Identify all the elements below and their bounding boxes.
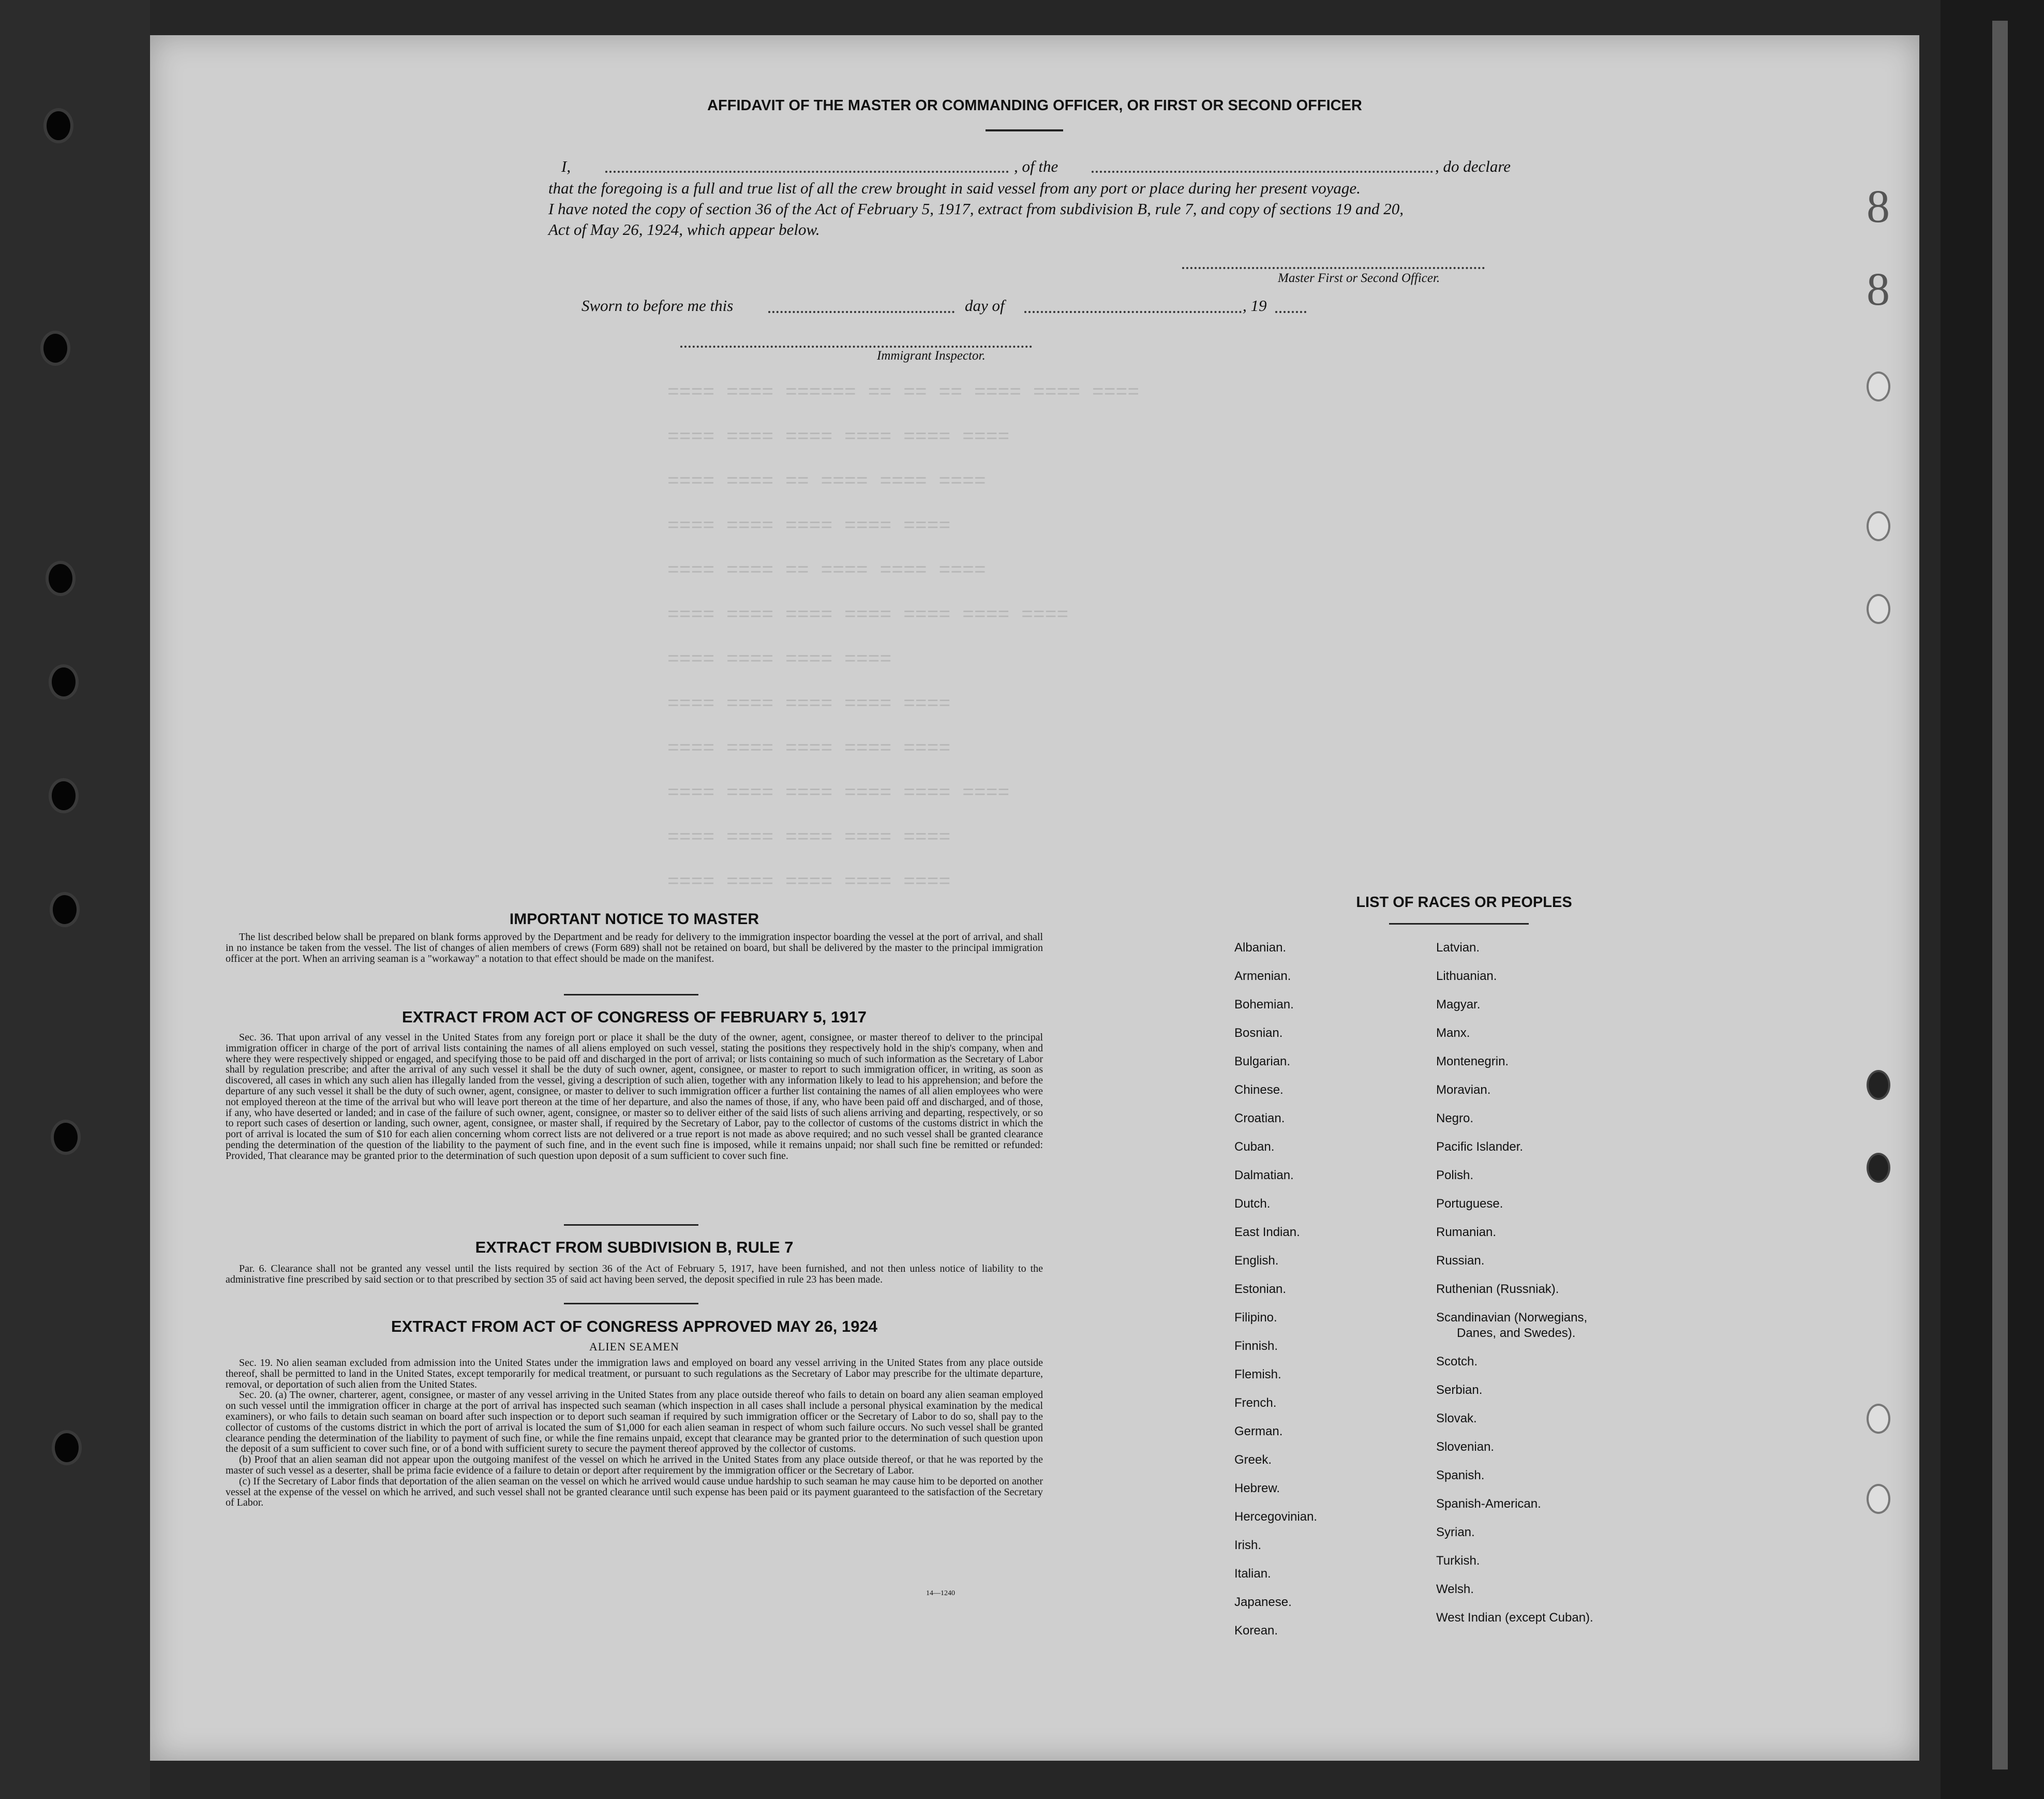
race-item: Ruthenian (Russniak). — [1436, 1282, 1559, 1296]
affidavit-declare-label: , do declare — [1435, 157, 1511, 175]
affidavit-of-the-label: , of the — [1014, 157, 1058, 175]
race-item: Serbian. — [1436, 1383, 1483, 1397]
notice-title: IMPORTANT NOTICE TO MASTER — [509, 911, 759, 928]
race-item: Flemish. — [1234, 1367, 1281, 1381]
race-item: Scotch. — [1436, 1355, 1478, 1369]
race-item: Danes, and Swedes). — [1457, 1326, 1576, 1340]
binder-hole — [43, 334, 67, 363]
document-page — [150, 35, 1919, 1761]
race-item: Manx. — [1436, 1026, 1470, 1040]
vessel-blank — [1092, 171, 1433, 173]
page-hole — [1867, 511, 1890, 541]
affidavit-line4: Act of May 26, 1924, which appear below. — [548, 220, 820, 239]
race-item: Bohemian. — [1234, 998, 1294, 1012]
divider — [1389, 923, 1529, 925]
race-item: Hercegovinian. — [1234, 1510, 1318, 1524]
sworn-year-blank — [1275, 311, 1306, 313]
sec-20a: Sec. 20. (a) The owner, charterer, agent, consignee, or master of any vessel arriving in the United States from any place outside thereof who fails to detain on board any alien seaman employed on such vessel until the immigration officer in charge at the port of arrival has inspected such seaman (which inspection in all cases shall include a personal physical examination by the medical examiners), or who fails to detain such seaman on board after such inspection or to deport such seaman if required by such immigration officer or the Secretary of Labor to do so, shall pay to the collector of customs of the customs district in which the port of arrival is located the sum of $1,000 for each alien seaman in respect of whom such failure occurs. No such vessel shall be granted clearance pending the determination of the liability to payment of such fine, or while the fine remains unpaid, except that clearance may be granted prior to the determination of such question upon the deposit of a sum sufficient to cover such fine, or of a bond with sufficient surety to secure the payment thereof approved by the collector of customs. — [226, 1389, 1043, 1455]
race-item: Latvian. — [1436, 941, 1480, 955]
race-item: Portuguese. — [1436, 1197, 1503, 1211]
binder-hole — [55, 1433, 79, 1462]
race-item: Russian. — [1436, 1254, 1485, 1268]
race-item: Estonian. — [1234, 1282, 1287, 1296]
divider — [564, 1224, 698, 1226]
binder-hole — [54, 1123, 78, 1152]
race-item: Negro. — [1436, 1111, 1474, 1125]
extract-1924-title: EXTRACT FROM ACT OF CONGRESS APPROVED MAY 26, 1924 — [391, 1317, 877, 1335]
race-item: Filipino. — [1234, 1311, 1277, 1325]
page-hole — [1867, 1484, 1890, 1514]
race-item: Finnish. — [1234, 1339, 1278, 1353]
affidavit-title: AFFIDAVIT OF THE MASTER OR COMMANDING OFFICER, OR FIRST OR SECOND OFFICER — [707, 97, 1362, 114]
sworn-day-of: day of — [965, 296, 1005, 315]
sworn-day-blank — [768, 311, 954, 313]
sec-20c: (c) If the Secretary of Labor finds that deportation of the alien seaman on the vessel on which he arrived would cause undue hardship to such seaman he may cause him to be deported on another vessel at the expense of the vessel on which he arrived, and such vessel shall not be granted clearance until such expense has been paid or its payment guaranteed to the satisfaction of the Secretary of Labor. — [226, 1475, 1043, 1509]
binder-hole — [52, 781, 76, 810]
race-item: Slovak. — [1436, 1411, 1477, 1425]
page-hole — [1867, 1404, 1890, 1434]
binder-hole — [52, 667, 76, 696]
extract-rule7-text: Par. 6. Clearance shall not be granted any vessel until the lists required by section 36 of the Act of February 5, 1917, have been furnished, and not then unless notice of liability to the administrative fine prescribed by said section or to that prescribed by section 35 of said act having been served, the deposit specified in rule 23 has been made. — [226, 1263, 1043, 1285]
notice-text: The list described below shall be prepared on blank forms approved by the Department and be ready for delivery to the immigration inspector boarding the vessel at the port of arrival, and shall in no instance be taken from the vessel. The list of changes of alien members of crews (Form 689) shall not be retained on board, but shall be delivered by the master to the principal immigration officer at the port. When an arriving seaman is a "workaway" a notation to that effect should be made on the manifest. — [226, 931, 1043, 964]
race-item: Polish. — [1436, 1168, 1474, 1182]
race-item: Montenegrin. — [1436, 1054, 1509, 1068]
margin-mark: 8 — [1867, 264, 1890, 315]
signature-line — [1182, 267, 1485, 269]
race-item: Turkish. — [1436, 1554, 1480, 1568]
affidavit-line3: I have noted the copy of section 36 of the Act of February 5, 1917, extract from subdivision B, rule 7, and copy of sections 19 and 20, — [548, 200, 1404, 218]
race-item: Spanish. — [1436, 1468, 1485, 1482]
binder-strip — [0, 0, 150, 1799]
race-item: English. — [1234, 1254, 1279, 1268]
race-item: French. — [1234, 1396, 1277, 1410]
race-item: Syrian. — [1436, 1525, 1475, 1539]
extract-1924-subtitle: ALIEN SEAMEN — [589, 1340, 679, 1353]
sec-20b: (b) Proof that an alien seaman did not appear upon the outgoing manifest of the vessel on which he arrived in the United States from any place outside thereof, or that he was reported by the master of such vessel as a deserter, shall be prima facie evidence of a failure to detain or deport after requirement by the immigration officer or the Secretary of Labor. — [226, 1454, 1043, 1476]
extract-rule7-title: EXTRACT FROM SUBDIVISION B, RULE 7 — [475, 1238, 794, 1256]
binder-hole — [53, 895, 77, 924]
race-item: Korean. — [1234, 1624, 1278, 1638]
race-item: Bulgarian. — [1234, 1054, 1291, 1068]
extract-1917-title: EXTRACT FROM ACT OF CONGRESS OF FEBRUARY 5, 1917 — [402, 1008, 867, 1026]
page-hole — [1867, 594, 1890, 624]
race-item: Italian. — [1234, 1567, 1271, 1581]
binder-hole — [49, 564, 72, 593]
extract-1924-text — [226, 1358, 1043, 1508]
page-hole — [1867, 1070, 1890, 1100]
race-item: Slovenian. — [1436, 1440, 1495, 1454]
sec-19: Sec. 19. No alien seaman excluded from admission into the United States under the immigration laws and employed on board any vessel arriving in the United States from any place outside thereof, shall be permitted to land in the United States, except temporarily for medical treatment, or pursuant to such regulations as the Secretary of Labor may prescribe for the ultimate departure, removal, or deportation of such alien from the United States. — [226, 1357, 1043, 1390]
race-item: Dutch. — [1234, 1197, 1271, 1211]
extract-1917-text: Sec. 36. That upon arrival of any vessel in the United States from any foreign port or place it shall be the duty of the owner, agent, consignee, or master thereof to deliver to the principal immigration officer in charge of the port of arrival lists containing the names of all aliens employed on such vessel, stating the positions they respectively hold in the ship's company, when and where they were respectively shipped or engaged, and specifying those to be paid off and discharged in the port of arrival; or lists containing so much of such information as the Secretary of Labor shall by regulation prescribe; and after the arrival of any such vessel it shall be the duty of such owner, agent, consignee, or master to report to such immigration officer, in writing, as soon as discovered, all cases in which any such alien has illegally landed from the vessel, giving a description of such alien, together with any information likely to lead to his apprehension; and before the departure of any such vessel it shall be the duty of such owner, agent, consignee, or master to deliver to such immigration officer a further list containing the names of all alien employees who were not employed thereon at the time of the arrival but who will leave port thereon at the time of her departure, and also the names of those, if any, who have been paid off and discharged, and of those, if any, who have deserted or landed; and in case of the failure of such owner, agent, consignee, or master so to deliver either of the said lists of such aliens arriving and departing, respectively, or so to report such cases of desertion or landing, such owner, agent, consignee, or master shall, if required by the Secretary of Labor, pay to the collector of customs of the customs district in which the port of arrival is located the sum of $10 for each alien concerning whom correct lists are not delivered or a true report is not made as above required; and no such vessel shall be granted clearance pending the determination of the question of the liability to the payment of such fine, and in the event such fine is imposed, while it remains unpaid; nor shall such fine be remitted or refunded: Provided, That clearance may be granted prior to the determination of such question upon deposit of a sum sufficient to cover such fine. — [226, 1032, 1043, 1162]
race-item: East Indian. — [1234, 1225, 1300, 1239]
name-blank — [605, 171, 1009, 173]
race-item: Chinese. — [1234, 1083, 1284, 1097]
race-item: Albanian. — [1234, 941, 1287, 955]
form-number: 14—1240 — [926, 1589, 955, 1597]
divider — [986, 129, 1063, 131]
sworn-prefix: Sworn to before me this — [581, 296, 734, 315]
race-item: Magyar. — [1436, 998, 1481, 1012]
race-item: Moravian. — [1436, 1083, 1491, 1097]
race-item: West Indian (except Cuban). — [1436, 1611, 1593, 1625]
page-hole — [1867, 1153, 1890, 1183]
race-item: Armenian. — [1234, 969, 1291, 983]
affidavit-line2: that the foregoing is a full and true list of all the crew brought in said vessel from any port or place during her present voyage. — [548, 179, 1361, 197]
race-item: Pacific Islander. — [1436, 1140, 1524, 1154]
races-title: LIST OF RACES OR PEOPLES — [1356, 894, 1572, 911]
signature-label: Master First or Second Officer. — [1278, 271, 1440, 285]
race-item: Japanese. — [1234, 1595, 1292, 1609]
inspector-line — [680, 346, 1032, 348]
race-item: Hebrew. — [1234, 1481, 1280, 1495]
race-item: Greek. — [1234, 1453, 1272, 1467]
bleed-through: ==== ==== ====== == == == ==== ==== ==== ==== ==== ==== ==== ==== ==== ==== ==== == ==== ==== ==== ==== ==== ==== ==== ==== ==== ==== == ==== ==== ==== ==== ==== ==== ==== ==== ==== ==== ==== ==== ==== ==== ==== ==== ==== ==== ==== ==== ==== ==== ==== ==== ==== ==== ==== ==== ==== ==== ==== ==== ==== ==== ==== ==== ==== ==== ==== ==== — [667, 382, 1140, 894]
race-item: Spanish-American. — [1436, 1497, 1541, 1511]
sworn-year-prefix: , 19 — [1243, 296, 1267, 315]
race-item: Irish. — [1234, 1538, 1262, 1552]
sworn-month-blank — [1024, 311, 1242, 313]
race-item: Dalmatian. — [1234, 1168, 1294, 1182]
race-item: Cuban. — [1234, 1140, 1275, 1154]
inspector-label: Immigrant Inspector. — [877, 349, 986, 363]
race-item: Bosnian. — [1234, 1026, 1283, 1040]
race-item: German. — [1234, 1424, 1283, 1438]
race-item: Croatian. — [1234, 1111, 1285, 1125]
race-item: Scandinavian (Norwegians, — [1436, 1311, 1588, 1325]
page-hole — [1867, 371, 1890, 402]
binder-hole — [47, 111, 70, 140]
race-item: Rumanian. — [1436, 1225, 1497, 1239]
divider — [564, 994, 698, 995]
affidavit-i-label: I, — [561, 157, 571, 175]
race-item: Welsh. — [1436, 1582, 1474, 1596]
binder-right-edge — [1941, 0, 2044, 1799]
race-item: Lithuanian. — [1436, 969, 1497, 983]
divider — [564, 1303, 698, 1304]
margin-mark: 8 — [1867, 181, 1890, 232]
